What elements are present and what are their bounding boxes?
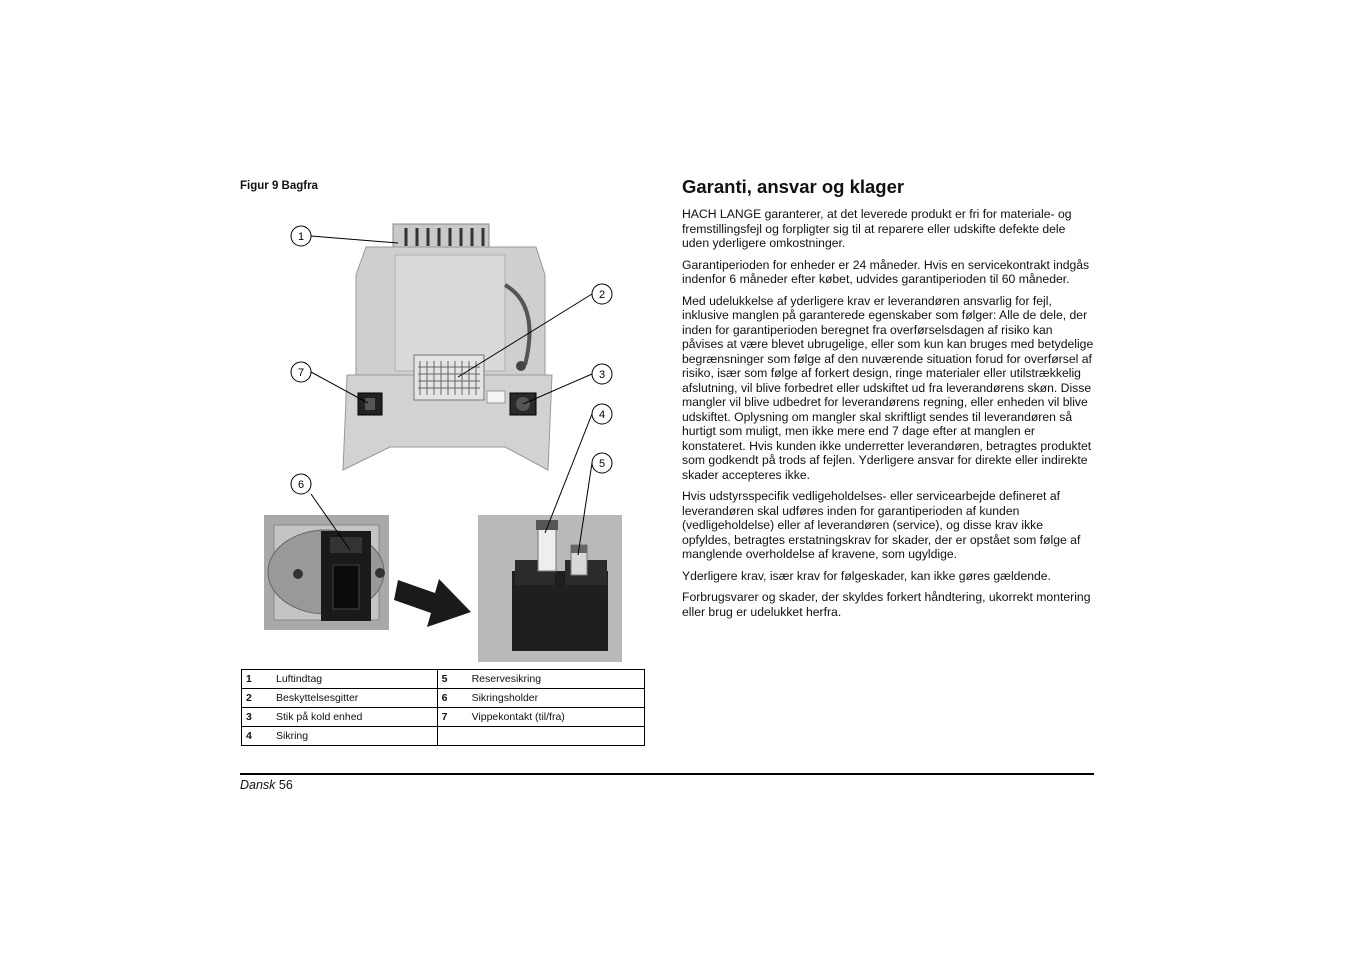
fuse-drawer-photo xyxy=(478,515,622,662)
section-paragraph: Med udelukkelse af yderligere krav er leverandøren ansvarlig for fejl, inklusive manglen på garanterede egenskaber som følger: Alle de dele, der inden for garantiperioden beregnet fra overførselsdagen af risiko kan påvises at være blevet ubrugelige, eller som kun kan bruges med betydelige begrænsninger som følge af den nuværende situation forud for overførsel af risiko, især som følge af forkert design, ringe materialer eller utilstrækkelig afslutning, vil blive forbedret eller udskiftet ud fra leverandørens skøn. Disse mangler vil blive udbedret for leverandørens regning, eller enheden vil blive udskiftet. Oplysning om mangler skal skriftligt sendes til leverandøren så hurtigt som muligt, men ikke mere end 7 dage efter at manglen er konstateret. Hvis kunden ikke underretter leverandøren, betragtes produktet som godkendt på trods af fejlen. Yderligere ansvar for direkte eller indirekte skader accepteres ikke. xyxy=(682,293,1094,482)
svg-text:3: 3 xyxy=(598,369,606,381)
legend-number: 5 xyxy=(437,670,468,689)
figure-legend-table xyxy=(241,669,645,746)
section-paragraph: Forbrugsvarer og skader, der skyldes forkert håndtering, ukorrekt montering eller brug er udelukket herfra. xyxy=(682,590,1091,619)
legend-label: Stik på kold enhed xyxy=(272,708,437,727)
legend-label: Reservesikring xyxy=(468,670,645,689)
legend-number: 2 xyxy=(242,689,273,708)
callout-3 xyxy=(592,364,612,384)
section-paragraph: Garantiperioden for enheder er 24 måneder. Hvis en servicekontrakt indgås indenfor 6 måneder efter købet, udvides garantiperioden til 60 måneder. xyxy=(682,257,1090,286)
table-row xyxy=(242,670,645,689)
figure-caption: Figur 9 Bagfra xyxy=(240,180,318,192)
callout-6 xyxy=(291,474,311,494)
legend-label: Vippekontakt (til/fra) xyxy=(468,708,645,727)
legend-number: 1 xyxy=(242,670,273,689)
svg-text:1: 1 xyxy=(297,231,305,243)
svg-text:4: 4 xyxy=(598,409,606,421)
legend-label xyxy=(468,727,645,746)
svg-text:7: 7 xyxy=(297,367,305,379)
callout-4 xyxy=(592,404,612,424)
callout-2 xyxy=(592,284,612,304)
svg-text:6: 6 xyxy=(297,479,305,491)
legend-number xyxy=(437,727,468,746)
page-footer xyxy=(240,778,293,792)
section-title: Garanti, ansvar og klager xyxy=(682,176,905,197)
callout-5 xyxy=(592,453,612,473)
section-paragraph: HACH LANGE garanterer, at det leverede produkt er fri for materiale- og fremstillingsfejl og forpligter sig til at reparere eller udskifte defekte dele uden yderligere omkostninger. xyxy=(682,207,1072,250)
svg-text:5: 5 xyxy=(598,458,606,470)
table-row xyxy=(242,727,645,746)
footer-divider xyxy=(240,773,1094,775)
table-row xyxy=(242,689,645,708)
section-paragraph: Hvis udstyrsspecifik vedligeholdelses- eller servicearbejde defineret af leverandøren skal udføres inden for garantiperioden af kunden (vedligeholdelse) eller af leverandøren (service), og disse krav ikke opfyldes, betragtes erstatningskrav for skader, der er opstået som følge af manglende overholdelse af kravene, som ugyldige. xyxy=(682,489,1081,561)
legend-label: Luftindtag xyxy=(272,670,437,689)
legend-number: 3 xyxy=(242,708,273,727)
page-number: 56 xyxy=(278,778,293,792)
legend-label: Sikringsholder xyxy=(468,689,645,708)
callout-7 xyxy=(291,362,311,382)
callout-1 xyxy=(291,226,311,246)
table-row xyxy=(242,708,645,727)
warranty-section xyxy=(682,176,1094,626)
rear-view-figure xyxy=(240,215,650,665)
legend-number: 4 xyxy=(242,727,273,746)
arrow-icon xyxy=(394,579,471,627)
fuse-holder-photo xyxy=(264,515,389,630)
instrument-rear-illustration xyxy=(343,224,552,470)
legend-number: 6 xyxy=(437,689,468,708)
legend-label: Beskyttelsesgitter xyxy=(272,689,437,708)
legend-label: Sikring xyxy=(272,727,437,746)
footer-language: Dansk xyxy=(240,778,276,792)
legend-number: 7 xyxy=(437,708,468,727)
section-paragraph: Yderligere krav, især krav for følgeskader, kan ikke gøres gældende. xyxy=(682,568,1051,583)
svg-text:2: 2 xyxy=(598,289,606,301)
